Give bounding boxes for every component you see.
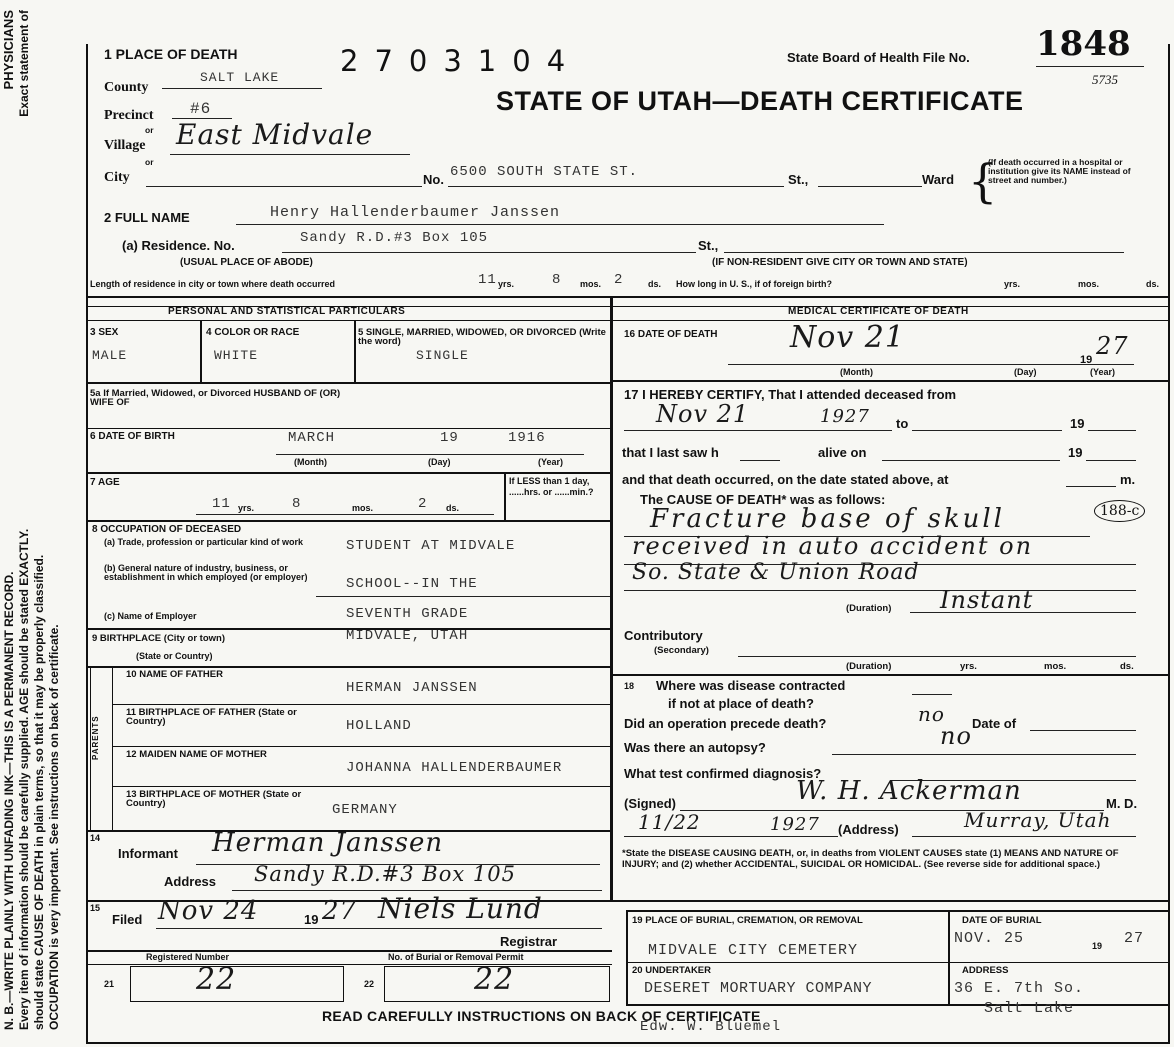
signed-label: (Signed)	[624, 796, 676, 811]
sex-label: 3 SEX	[90, 327, 119, 338]
cause-of-death-label: The CAUSE OF DEATH* was as follows:	[640, 492, 886, 507]
test-confirmed-label: What test confirmed diagnosis?	[624, 766, 822, 781]
alive-on-label: alive on	[818, 445, 867, 460]
certify-label: 17 I HEREBY CERTIFY, That I attended deceased from	[624, 387, 957, 402]
dod-year-prefix: 19	[1080, 354, 1093, 366]
length-yrs-value: 11	[478, 272, 497, 288]
signed-year-value: 1927	[770, 814, 820, 835]
full-name-value: Henry Hallenderbaumer Janssen	[270, 204, 561, 221]
burial-permit-value: 22	[474, 962, 515, 997]
item-22-number: 22	[364, 979, 375, 989]
dod-month-label: (Month)	[840, 367, 873, 377]
burial-permit-label: No. of Burial or Removal Permit	[388, 952, 524, 962]
dob-year-label: (Year)	[538, 457, 564, 467]
filed-year-value: 27	[322, 896, 358, 926]
county-value: SALT LAKE	[200, 70, 280, 85]
alive-year-prefix: 19	[1068, 445, 1083, 460]
reg-number-value: 22	[196, 962, 237, 997]
physician-signature: W. H. Ackerman	[796, 776, 1022, 806]
street-no-label: No.	[423, 172, 444, 187]
undertaker-address-value: 36 E. 7th So.	[954, 980, 1085, 997]
mother-birthplace-value: GERMANY	[332, 802, 398, 818]
or-label-1: or	[145, 125, 154, 135]
duration2-mos-label: mos.	[1044, 661, 1067, 672]
date-of-label: Date of	[972, 716, 1017, 731]
village-label: Village	[104, 138, 146, 153]
birthplace-value: MIDVALE, UTAH	[346, 628, 469, 644]
residence-value: Sandy R.D.#3 Box 105	[300, 230, 489, 246]
duration-label: (Duration)	[846, 603, 892, 614]
personal-section-title: PERSONAL AND STATISTICAL PARTICULARS	[168, 306, 406, 317]
file-no-label: State Board of Health File No.	[787, 50, 970, 65]
file-no-small: 5735	[1092, 72, 1118, 87]
attend-year-value: 1927	[820, 406, 870, 427]
autopsy-value: no	[940, 722, 972, 750]
undertaker-address-line2: Salt Lake	[984, 1000, 1075, 1017]
occ-a-label: (a) Trade, profession or particular kind of work	[104, 537, 304, 547]
cause-code: 188-c	[1094, 500, 1145, 522]
age-mos-value: 8	[292, 496, 302, 512]
spouse-label: 5a If Married, Widowed, or Divorced HUSBAND OF (OR) WIFE OF	[90, 388, 341, 408]
burial-year-prefix: 19	[1092, 941, 1103, 951]
medical-section-title: MEDICAL CERTIFICATE OF DEATH	[788, 306, 969, 317]
filed-date-value: Nov 24	[158, 896, 259, 926]
physician-address-value: Murray, Utah	[964, 808, 1112, 832]
secondary-label: (Secondary)	[654, 645, 709, 656]
dob-day-label: (Day)	[428, 457, 451, 467]
dod-year-label: (Year)	[1090, 367, 1116, 377]
ward-label: Ward	[922, 172, 955, 187]
informant-address-label: Address	[164, 874, 217, 889]
dob-day-value: 19	[440, 430, 459, 446]
nonresident-label: (IF NON-RESIDENT GIVE CITY OR TOWN AND STATE)	[712, 257, 968, 268]
burial-place-value: MIDVALE CITY CEMETERY	[648, 942, 859, 959]
dod-value: Nov 21	[790, 320, 905, 355]
mother-label: 12 MAIDEN NAME OF MOTHER	[126, 749, 267, 760]
to-label: to	[896, 416, 909, 431]
village-value: East Midvale	[176, 118, 374, 151]
county-label: County	[104, 80, 149, 95]
file-no: 1848	[1036, 24, 1131, 64]
ward-note: (If death occurred in a hospital or institution give its NAME instead of street and number.)	[988, 157, 1131, 185]
item-15-number: 15	[90, 903, 101, 913]
occ-c-label: (c) Name of Employer	[104, 611, 197, 621]
burial-place-label: 19 PLACE OF BURIAL, CREMATION, OR REMOVAL	[632, 915, 863, 926]
place-of-death-label: 1 PLACE OF DEATH	[104, 46, 238, 62]
attend-from-value: Nov 21	[656, 400, 750, 428]
undertaker-label: 20 UNDERTAKER	[632, 965, 712, 976]
death-occurred-label: and that death occurred, on the date stated above, at	[622, 472, 949, 487]
disease-contracted-label: Where was disease contracted	[656, 678, 846, 693]
us-residence-label: How long in U. S., if of foreign birth?	[676, 279, 832, 289]
age-ds-label: ds.	[446, 503, 460, 513]
father-birthplace-value: HOLLAND	[346, 718, 412, 734]
length-residence-label: Length of residence in city or town where death occurred	[90, 279, 336, 289]
color-value: WHITE	[214, 348, 259, 363]
cause-line-1: Fracture base of skull	[650, 504, 1005, 534]
occupation-label: 8 OCCUPATION OF DECEASED	[92, 524, 242, 535]
registrar-label: Registrar	[500, 934, 558, 949]
dob-year-value: 1916	[508, 430, 546, 446]
duration-value: Instant	[940, 586, 1034, 614]
mother-birthplace-label: 13 BIRTHPLACE OF MOTHER (State or Country)	[126, 789, 302, 809]
age-yrs-label: yrs.	[238, 503, 255, 513]
undertaker-address-label: ADDRESS	[962, 965, 1009, 976]
dob-label: 6 DATE OF BIRTH	[90, 431, 175, 442]
street-no-value: 6500 SOUTH STATE ST.	[450, 164, 639, 180]
margin-line-1b: PHYSICIANS	[1, 10, 16, 90]
dod-label: 16 DATE OF DEATH	[624, 329, 718, 340]
burial-date-label: DATE OF BURIAL	[962, 915, 1042, 926]
dod-day-label: (Day)	[1014, 367, 1037, 377]
birthplace-sub-label: (State or Country)	[136, 651, 213, 661]
length-mos-value: 8	[552, 272, 562, 288]
undertaker-value: DESERET MORTUARY COMPANY	[644, 980, 873, 997]
operation-value: no	[918, 702, 945, 726]
disease-contracted-sub-label: if not at place of death?	[668, 696, 814, 711]
physician-address-label: (Address)	[838, 822, 899, 837]
age-ds-value: 2	[418, 496, 428, 512]
full-name-label: 2 FULL NAME	[104, 210, 190, 225]
parents-label: PARENTS	[91, 715, 100, 760]
age-mos-label: mos.	[352, 503, 374, 513]
sex-value: MALE	[92, 348, 128, 363]
dod-year-value: 27	[1096, 332, 1129, 360]
st-label: St.,	[788, 172, 809, 187]
stamp-number: 2703104	[340, 44, 582, 78]
burial-date-value: NOV. 25	[954, 930, 1025, 947]
informant-value: Herman Janssen	[212, 828, 444, 858]
cause-line-3: So. State & Union Road	[632, 560, 920, 585]
residence-st-label: St.,	[698, 238, 719, 253]
item-18-number: 18	[624, 681, 635, 691]
occ-b-value: SCHOOL--IN THE	[346, 576, 478, 592]
informant-address-value: Sandy R.D.#3 Box 105	[254, 862, 516, 886]
length-yrs-label: yrs.	[498, 279, 515, 289]
duration2-label: (Duration)	[846, 661, 892, 672]
occ-b-label: (b) General nature of industry, business, or establishment in which employed (or employer)	[104, 563, 308, 582]
contributory-label: Contributory	[624, 628, 703, 643]
us-mos-label: mos.	[1078, 279, 1100, 289]
cause-footnote: *State the DISEASE CAUSING DEATH, or, in deaths from VIOLENT CAUSES state (1) MEANS AND NATURE OF INJURY; and (2) whether ACCIDENTAL, SUICIDAL OR HOMICIDAL. (See reverse side for additional space.)	[622, 848, 1119, 870]
autopsy-label: Was there an autopsy?	[624, 740, 766, 755]
certificate-title: STATE OF UTAH—DEATH CERTIFICATE	[496, 86, 1024, 116]
occ-c-value: SEVENTH GRADE	[346, 606, 469, 622]
dob-month-label: (Month)	[294, 457, 327, 467]
residence-label: (a) Residence. No.	[122, 238, 235, 253]
signed-date-value: 11/22	[638, 810, 701, 834]
occ-a-value: STUDENT AT MIDVALE	[346, 538, 516, 554]
registrar-signature: Niels Lund	[378, 892, 543, 925]
dob-month-value: MARCH	[288, 430, 336, 446]
length-ds-label: ds.	[648, 279, 662, 289]
us-ds-label: ds.	[1146, 279, 1160, 289]
city-label: City	[104, 170, 130, 185]
marital-label: 5 SINGLE, MARRIED, WIDOWED, OR DIVORCED (Write the word)	[358, 327, 606, 347]
item-21-number: 21	[104, 979, 115, 989]
precinct-label: Precinct	[104, 108, 154, 123]
informant-label: Informant	[118, 846, 178, 861]
md-label: M. D.	[1106, 796, 1138, 811]
or-label-2: or	[145, 157, 154, 167]
usual-abode-label: (USUAL PLACE OF ABODE)	[180, 257, 313, 268]
embalmer-value: Edw. W. Bluemel	[640, 1019, 782, 1035]
marital-value: SINGLE	[416, 348, 469, 363]
margin-line-2b: Exact statement of	[17, 10, 31, 117]
last-saw-label: that I last saw h	[622, 445, 719, 460]
footer-instructions: READ CAREFULLY INSTRUCTIONS ON BACK OF CERTIFICATE	[322, 1008, 761, 1024]
filed-label: Filed	[112, 912, 143, 927]
margin-line-4: OCCUPATION is very important. See instructions on back of certificate.	[47, 624, 61, 1030]
us-yrs-label: yrs.	[1004, 279, 1021, 289]
margin-instructions	[0, 0, 82, 1040]
burial-year-value: 27	[1124, 930, 1145, 947]
cause-line-2: received in auto accident on	[632, 532, 1034, 560]
color-label: 4 COLOR OR RACE	[206, 327, 300, 338]
reg-number-label: Registered Number	[146, 952, 230, 962]
birthplace-label: 9 BIRTHPLACE (City or town)	[92, 633, 225, 644]
mother-value: JOHANNA HALLENDERBAUMER	[346, 760, 563, 776]
ward-brace: {	[968, 154, 998, 208]
filed-year-prefix: 19	[304, 912, 319, 927]
length-mos-label: mos.	[580, 279, 602, 289]
reg-number-box	[130, 966, 344, 1002]
margin-line-3: should state CAUSE OF DEATH in plain terms, so that it may be properly classified.	[32, 554, 46, 1030]
to-year-prefix: 19	[1070, 416, 1085, 431]
time-m-label: m.	[1120, 472, 1136, 487]
item-14-number: 14	[90, 833, 101, 843]
age-yrs-value: 11	[212, 496, 231, 512]
father-label: 10 NAME OF FATHER	[126, 669, 223, 680]
margin-line-1: N. B.—WRITE PLAINLY WITH UNFADING INK—THIS IS A PERMANENT RECORD.	[2, 571, 16, 1030]
father-value: HERMAN JANSSEN	[346, 680, 478, 696]
less-than-label: If LESS than 1 day, ......hrs. or ......min.?	[509, 476, 594, 497]
duration2-ds-label: ds.	[1120, 661, 1134, 672]
age-label: 7 AGE	[90, 477, 120, 488]
precinct-value: #6	[190, 100, 212, 118]
margin-line-2: Every item of information should be carefully supplied. AGE should be stated EXACTLY.	[17, 528, 31, 1030]
father-birthplace-label: 11 BIRTHPLACE OF FATHER (State or Country)	[126, 707, 297, 727]
operation-label: Did an operation precede death?	[624, 716, 827, 731]
length-ds-value: 2	[614, 272, 624, 288]
duration2-yrs-label: yrs.	[960, 661, 977, 672]
